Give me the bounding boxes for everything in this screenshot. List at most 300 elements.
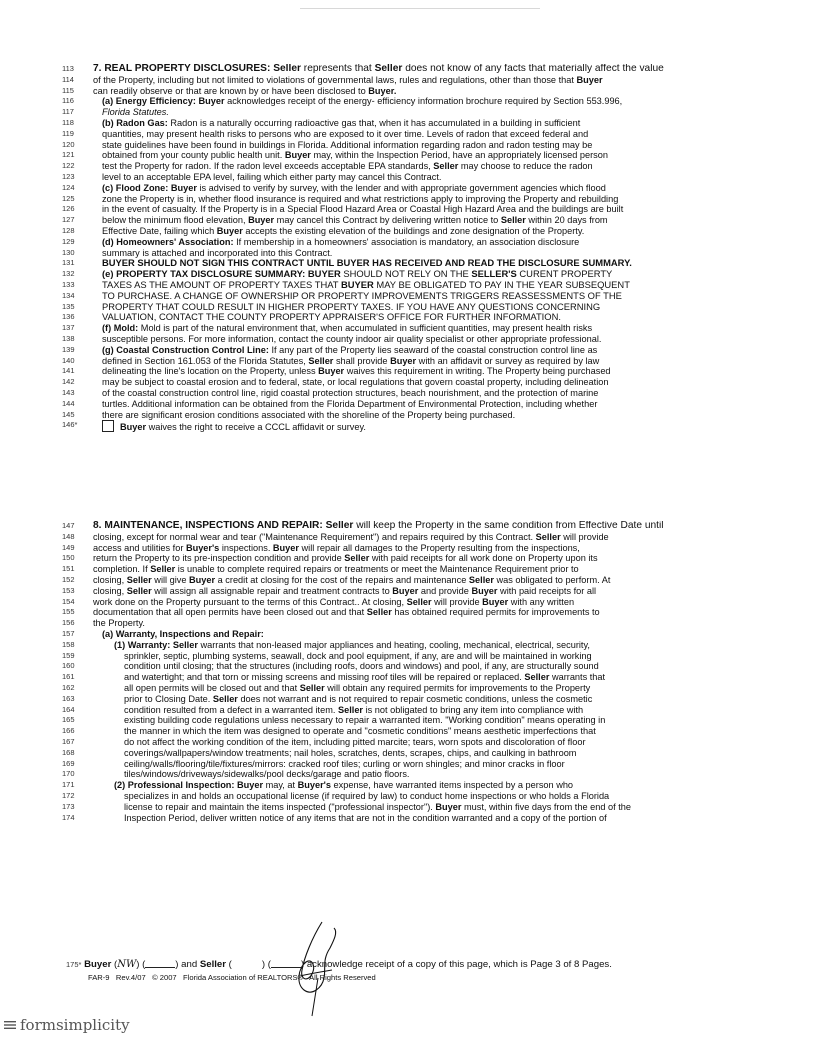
line-number: 119 (62, 128, 74, 138)
line-number: 173 (62, 801, 75, 811)
text-run: prior to Closing Date. (124, 693, 213, 704)
line-number: 162 (62, 682, 75, 692)
line-number: 140 (62, 355, 75, 365)
line-number: 168 (62, 747, 75, 757)
text-run: with paid receipts for all work done on Property upon its (369, 553, 598, 564)
line-number: 125 (62, 193, 75, 203)
text-run: acknowledges receipt of the energy- efficiency information brochure required by Section 553.996, (224, 96, 623, 107)
line-number: 157 (62, 628, 75, 638)
text-run: SELLER'S (471, 269, 517, 280)
text-run: Buyer (272, 542, 299, 553)
text-run: the Property. (93, 618, 145, 629)
text-run: MAY BE OBLIGATED TO PAY IN THE YEAR SUBSEQUENT (373, 279, 630, 290)
form-rights: All Rights Reserved (309, 973, 376, 982)
line-text (93, 607, 782, 618)
text-run: turtles. Additional information can be obtained from the Florida Department of Environmental Protection, including whether (102, 398, 598, 409)
text-run: quantities, may present health risks to persons who are exposed to it over time. Levels of radon that exceed federal and (102, 128, 589, 139)
line-number: 126 (62, 204, 75, 214)
text-run: Buyer (189, 574, 216, 585)
document-line (62, 237, 782, 248)
text-run: Seller (273, 64, 301, 74)
text-run: has obtained required permits for improvements to (391, 607, 600, 618)
line-text (93, 618, 782, 629)
line-text (93, 64, 782, 75)
text-run: level to an acceptable EPA level, failing which either party may cancel this Contract. (102, 171, 442, 182)
line-text (102, 388, 782, 399)
document-line (62, 204, 782, 215)
line-number: 121 (62, 150, 75, 160)
line-text (102, 356, 782, 367)
seller-initials (232, 958, 262, 972)
document-line (62, 748, 782, 759)
document-line (62, 661, 782, 672)
text-run: (a) Energy Efficiency: Buyer (102, 96, 225, 107)
text-run: will give (151, 574, 190, 585)
line-text (102, 312, 782, 323)
line-text (102, 107, 782, 118)
line-text (93, 86, 782, 97)
line-number: 115 (62, 85, 74, 95)
text-run: zone the Property is in, whether flood insurance is required and what restrictions apply to improving the Property and rebuilding (102, 193, 619, 204)
line-text (102, 410, 782, 421)
text-run: Seller (344, 553, 370, 564)
text-run: CURENT PROPERTY (516, 269, 613, 280)
text-run: Buyer's (297, 780, 331, 791)
text-run: may, at (263, 780, 298, 791)
text-run: VALUATION, CONTACT THE COUNTY PROPERTY APPRAISER'S OFFICE FOR FURTHER INFORMATION. (102, 312, 561, 323)
line-text (102, 366, 782, 377)
line-text (102, 323, 782, 334)
line-number: 133 (62, 279, 75, 289)
line-text (124, 791, 782, 802)
line-number: 127 (62, 215, 75, 225)
footer-line-number: 175* (66, 960, 82, 969)
document-line (62, 269, 782, 280)
line-number: 148 (62, 531, 75, 541)
text-run: (f) Mold: (102, 323, 139, 334)
document-line (62, 194, 782, 205)
line-text (124, 802, 782, 813)
text-run: may, within the Inspection Period, have an appropriately licensed person (310, 150, 608, 161)
text-run: tiles/windows/driveways/sidewalks/pool decks/garage and patio floors. (124, 769, 410, 780)
document-line (62, 769, 782, 780)
text-run: (2) Professional Inspection: Buyer (114, 780, 264, 791)
text-run: license to repair and maintain the items inspected ("professional inspector"). (124, 801, 436, 812)
text-run: access and utilities for (93, 542, 186, 553)
line-text (124, 748, 782, 759)
document-line (62, 118, 782, 129)
line-number: 156 (62, 618, 75, 628)
line-text (102, 345, 782, 356)
text-run: state guidelines have been found in buildings in Florida. Additional information regarding radon and radon testing may be (102, 139, 593, 150)
document-line (62, 345, 782, 356)
line-text (102, 334, 782, 345)
line-text (124, 813, 782, 824)
document-line (62, 672, 782, 683)
text-run: BUYER (340, 279, 374, 290)
document-line (62, 737, 782, 748)
line-number: 132 (62, 269, 75, 279)
line-number: 166 (62, 726, 75, 736)
line-number: 122 (62, 161, 75, 171)
footer-form-info-row (66, 972, 786, 984)
cccl-waiver-checkbox[interactable] (102, 420, 114, 432)
text-run: Seller (126, 585, 152, 596)
text-run: Buyer (471, 585, 498, 596)
line-text (124, 683, 782, 694)
text-run: was obligated to perform. At (493, 574, 611, 585)
document-line (62, 161, 782, 172)
line-text (93, 532, 782, 543)
line-text (114, 640, 782, 651)
line-number: 134 (62, 290, 75, 300)
text-run: Seller (325, 521, 354, 531)
text-run: TO PURCHASE. A CHANGE OF OWNERSHIP OR PROPERTY IMPROVEMENTS TRIGGERS REASSESSMENTS OF THE (102, 290, 622, 301)
document-line (62, 694, 782, 705)
line-number: 171 (62, 780, 75, 790)
line-number: 153 (62, 585, 75, 595)
text-run: sprinkler, septic, plumbing systems, seawall, dock and pool equipment, if any, are and will be maintained in working (124, 650, 592, 661)
text-run: of the coastal construction control line, rigid coastal protection structures, beach nourishment, and the protection of marine (102, 387, 599, 398)
line-number: 123 (62, 171, 75, 181)
form-association: Florida Association of REALTORS® (183, 973, 304, 982)
line-text (93, 75, 782, 86)
footer-buyer-label: Buyer (84, 959, 112, 970)
text-run: Seller (468, 574, 494, 585)
document-line (62, 312, 782, 323)
text-run: (c) Flood Zone: Buyer (102, 182, 197, 193)
document-line (62, 399, 782, 410)
text-run: will obtain any required permits for improvements to the Property (324, 682, 591, 693)
text-run: will keep the Property in the same condition from Effective Date until (353, 521, 664, 531)
line-text (102, 118, 782, 129)
document-line (62, 420, 782, 431)
line-text (102, 629, 782, 640)
line-text (102, 377, 782, 388)
text-run: waives this requirement in writing. The Property being purchased (344, 366, 611, 377)
text-run: Buyer (435, 801, 462, 812)
document-line (62, 629, 782, 640)
document-line (62, 564, 782, 575)
document-line (62, 215, 782, 226)
text-run: is not obligated to bring any item into compliance with (363, 704, 584, 715)
text-run: below the minimum flood elevation, (102, 215, 249, 226)
text-run: existing building code regulations unless necessary to repair a warranted item. "Working condition" means operating in (124, 715, 606, 726)
text-run: test the Property for radon. If the radon level exceeds acceptable EPA standards, (102, 161, 434, 172)
hamburger-lines-icon (4, 1020, 16, 1030)
line-number: 142 (62, 377, 75, 387)
line-number: 165 (62, 715, 75, 725)
text-run: coverings/wallpapers/window treatments; nail holes, scratches, dents, scrapes, chips, and caulking in bathroom (124, 747, 577, 758)
document-line (62, 651, 782, 662)
text-run: with paid receipts for all (497, 585, 597, 596)
text-run: Seller (500, 215, 526, 226)
page-footer (66, 958, 786, 984)
line-text (102, 280, 782, 291)
text-run: documentation that all open permits have been closed out and that (93, 607, 367, 618)
section-8-maintenance-inspections-repair (62, 521, 782, 823)
line-text (124, 694, 782, 705)
document-line (62, 607, 782, 618)
line-text (102, 194, 782, 205)
line-number: 143 (62, 387, 75, 397)
line-number: 174 (62, 812, 75, 822)
line-text (102, 258, 782, 269)
document-line (62, 553, 782, 564)
line-number: 135 (62, 301, 75, 311)
document-line (62, 140, 782, 151)
line-number: 150 (62, 553, 75, 563)
line-number: 151 (62, 564, 75, 574)
text-run: warrants that (549, 672, 606, 683)
text-run: of the Property, including but not limited to violations of governmental laws, rules and regulations, other than those that (93, 74, 577, 85)
line-text (124, 726, 782, 737)
line-text (102, 183, 782, 194)
buyer-initials-blank[interactable] (145, 958, 175, 968)
text-run: condition until closing; that the structures (including roofs, doors and windows) and pool, if any, are structurally sound (124, 661, 599, 672)
document-line (62, 86, 782, 97)
text-run: is advised to verify by survey, with the lender and with appropriate government agencies which flood (196, 182, 606, 193)
line-text (124, 759, 782, 770)
text-run: Seller (337, 704, 364, 715)
line-number: 138 (62, 333, 75, 343)
form-copyright: © 2007 (152, 973, 177, 982)
line-number: 146* (62, 420, 78, 430)
document-line (62, 258, 782, 269)
text-run: Buyer. (368, 85, 397, 96)
line-number: 159 (62, 650, 75, 660)
line-number: 161 (62, 672, 75, 682)
line-number: 120 (62, 139, 75, 149)
text-run: Seller (299, 682, 325, 693)
document-line (62, 586, 782, 597)
formsimplicity-brand (4, 1016, 130, 1034)
document-line (62, 150, 782, 161)
text-run: do not affect the working condition of the item, including pitted marcite; tears, worn spots and discoloration of floor (124, 736, 586, 747)
text-run: Seller (524, 672, 550, 683)
text-run: 8. MAINTENANCE, INSPECTIONS AND REPAIR: (93, 521, 326, 531)
document-line (62, 780, 782, 791)
document-line (62, 377, 782, 388)
line-number: 163 (62, 693, 75, 703)
text-run: (b) Radon Gas: (102, 117, 168, 128)
text-run: a credit at closing for the cost of the repairs and maintenance (215, 574, 469, 585)
footer-seller-label: Seller (199, 959, 226, 970)
line-number: 155 (62, 607, 75, 617)
text-run: inspections. (219, 542, 273, 553)
text-run: obtained from your county public health unit. (102, 150, 285, 161)
scan-artifact-line (300, 8, 540, 9)
line-text (102, 302, 782, 313)
line-number: 147 (62, 521, 75, 530)
text-run: expense, have warranted items inspected by a person who (330, 780, 574, 791)
document-line (62, 366, 782, 377)
text-run: and provide (418, 585, 472, 596)
line-text (102, 215, 782, 226)
text-run: Seller (406, 596, 432, 607)
line-number: 152 (62, 574, 75, 584)
footer-acknowledgement-row: 175* Buyer (NW) ( ) and Seller ( ) ( ) acknowledge receipt of a copy of this page, which is Page 3 of 8 Pages. (66, 959, 612, 970)
text-run: does not know of any facts that materially affect the value (402, 64, 664, 74)
line-text (93, 543, 782, 554)
text-run: Florida Statutes. (102, 107, 169, 118)
line-text (124, 672, 782, 683)
text-run: Seller (126, 574, 152, 585)
buyer-initials: NW (117, 959, 137, 970)
text-run: represents that (300, 64, 375, 74)
text-run: Inspection Period, deliver written notice of any items that are not in the condition warranted and a copy of the portion of (124, 812, 607, 823)
line-number: 149 (62, 542, 75, 552)
text-run: (a) Warranty, Inspections and Repair: (102, 628, 264, 639)
text-run: delineating the line's location on the Property, unless (102, 366, 319, 377)
document-line (62, 75, 782, 86)
line-text (102, 172, 782, 183)
text-run: does not warrant and is not required to repair cosmetic conditions, unless the cosmetic (237, 693, 593, 704)
document-line (62, 640, 782, 651)
text-run: (d) Homeowners' Association: (102, 236, 234, 247)
text-run: may be subject to coastal erosion and to federal, state, or local regulations that govern coastal property, including delineation (102, 377, 609, 388)
text-run: all open permits will be closed out and that (124, 682, 300, 693)
document-line (62, 802, 782, 813)
document-line (62, 575, 782, 586)
line-number: 117 (62, 107, 74, 117)
document-line (62, 791, 782, 802)
text-run: Buyer (392, 585, 419, 596)
document-line (62, 532, 782, 543)
line-number: 137 (62, 323, 75, 333)
document-line (62, 291, 782, 302)
text-run: will repair all damages to the Property resulting from the inspections, (298, 542, 580, 553)
line-text (102, 96, 782, 107)
text-run: 7. REAL PROPERTY DISCLOSURES: (93, 64, 274, 74)
text-run: in the event of casualty. If the Property is in a Special Flood Hazard Area or Coastal High Hazard Area and the buildings are built (102, 204, 624, 215)
line-number: 154 (62, 596, 75, 606)
line-text (114, 780, 782, 791)
text-run: closing, (93, 585, 127, 596)
text-run: and watertight; and that torn or missing screens and missing roof tiles will be repaired or replaced. (124, 672, 525, 683)
text-run: BUYER SHOULD NOT SIGN THIS CONTRACT UNTIL BUYER HAS RECEIVED AND READ THE DISCLOSURE SUMMARY. (102, 258, 632, 269)
document-line (62, 129, 782, 140)
line-text (102, 204, 782, 215)
text-run: Buyer (576, 74, 603, 85)
text-run: closing, (93, 574, 127, 585)
text-run: summary is attached and incorporated into this Contract. (102, 247, 333, 258)
text-run: Seller (374, 64, 403, 74)
text-run: waives the right to receive a CCCL affidavit or survey. (146, 422, 366, 433)
text-run: If any part of the Property lies seaward of the coastal construction control line as (268, 344, 598, 355)
document-line (62, 96, 782, 107)
line-number: 124 (62, 182, 75, 192)
line-number: 113 (62, 64, 74, 73)
seller-initials-blank[interactable] (271, 958, 301, 968)
text-run: is unable to complete required repairs or treatments or meet the Maintenance Requirement prior to (175, 564, 579, 575)
text-run: will provide (560, 531, 609, 542)
line-number: 164 (62, 704, 75, 714)
text-run: the manner in which the item was designed to operate and "cosmetic conditions" means aesthetic imperfections that (124, 726, 596, 737)
line-text (124, 705, 782, 716)
line-number: 131 (62, 258, 75, 268)
text-run: closing, except for normal wear and tear ("Maintenance Requirement") and repairs required by this Contract. (93, 531, 536, 542)
line-text (102, 269, 782, 280)
document-line (62, 226, 782, 237)
text-run: Seller (308, 355, 334, 366)
line-number: 118 (62, 117, 74, 127)
line-text (93, 575, 782, 586)
line-number: 114 (62, 74, 74, 84)
text-run: Buyer (482, 596, 509, 607)
document-line (62, 726, 782, 737)
line-number: 158 (62, 639, 75, 649)
document-line (62, 280, 782, 291)
line-text (124, 651, 782, 662)
text-run: If membership in a homeowners' association is mandatory, an association disclosure (233, 236, 580, 247)
line-number: 160 (62, 661, 75, 671)
document-line (62, 302, 782, 313)
text-run: warrants that non-leased major appliances and heating, cooling, mechanical, electrical, security, (197, 639, 590, 650)
line-text (102, 150, 782, 161)
document-line (62, 813, 782, 824)
text-run: will provide (431, 596, 483, 607)
line-number: 129 (62, 236, 75, 246)
text-run: Buyer (284, 150, 311, 161)
line-number: 170 (62, 769, 75, 779)
text-run: Buyer (390, 355, 417, 366)
document-line (62, 323, 782, 334)
form-id: FAR-9 (88, 973, 110, 982)
text-run: (e) PROPERTY TAX DISCLOSURE SUMMARY: BUYER (102, 269, 341, 280)
line-text (102, 248, 782, 259)
text-run: (1) Warranty: Seller (114, 639, 198, 650)
line-text (102, 237, 782, 248)
text-run: Seller (366, 607, 392, 618)
text-run: defined in Section 161.053 of the Florida Statutes, (102, 355, 309, 366)
text-run: Radon is a naturally occurring radioactive gas that, when it has accumulated in a building in sufficient (167, 117, 581, 128)
form-revision: Rev.4/07 (115, 973, 146, 982)
document-line (62, 683, 782, 694)
document-line (62, 715, 782, 726)
document-line (62, 183, 782, 194)
document-line (62, 410, 782, 421)
line-text (93, 564, 782, 575)
line-number: 144 (62, 398, 75, 408)
line-number: 145 (62, 409, 75, 419)
document-line (62, 597, 782, 608)
text-run: ceiling/walls/flooring/tile/fixtures/mirrors: cracked roof tiles; curling or worn shingles; and minor cracks in floor (124, 758, 565, 769)
line-text (93, 521, 782, 532)
document-line (62, 107, 782, 118)
line-text (102, 140, 782, 151)
text-run: work done on the Property pursuant to the terms of this Contract.. At closing, (93, 596, 407, 607)
text-run: Buyer (120, 422, 147, 433)
line-text (102, 291, 782, 302)
line-text (102, 399, 782, 410)
text-run: can readily observe or that are known by or have been disclosed to (93, 85, 369, 96)
text-run: specializes in and holds an occupational license (if required by law) to conduct home inspections or who holds a Florida (124, 790, 610, 801)
line-text (124, 661, 782, 672)
brand-name: formsimplicity (20, 1016, 130, 1034)
line-text (124, 715, 782, 726)
text-run: may cancel this Contract by delivering written notice to (274, 215, 501, 226)
line-number: 116 (62, 96, 74, 106)
text-run: Seller (535, 531, 561, 542)
document-line (62, 248, 782, 259)
text-run: Seller (433, 161, 459, 172)
text-run: will assign all assignable repair and treatment contracts to (151, 585, 393, 596)
text-run: Buyer (318, 366, 345, 377)
line-text (93, 597, 782, 608)
document-line (62, 334, 782, 345)
line-number: 172 (62, 790, 75, 800)
